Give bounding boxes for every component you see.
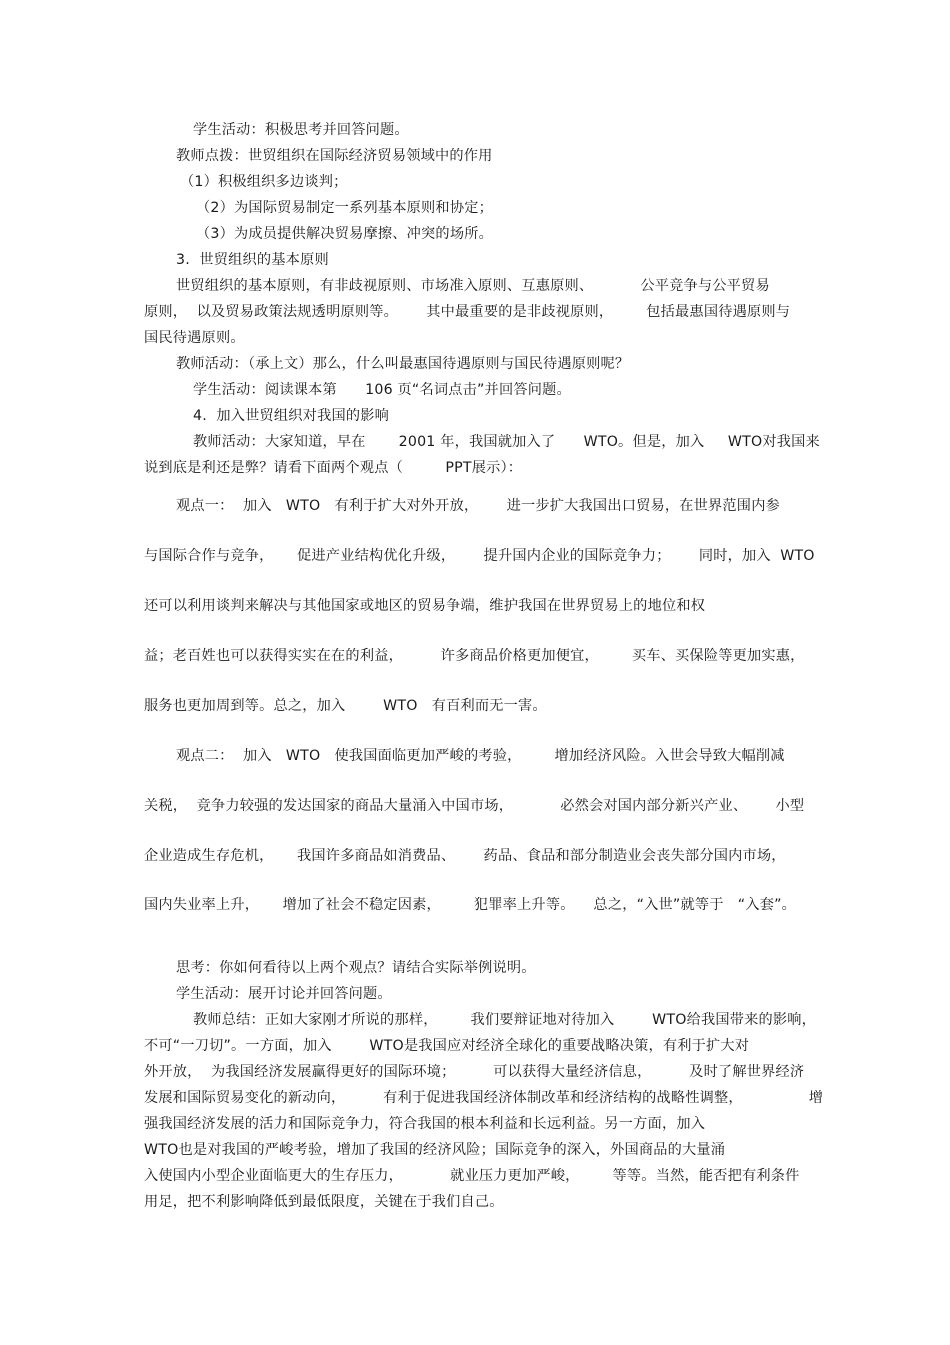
section-heading-4: 4. 加入世贸组织对我国的影响 [193, 408, 390, 424]
text-line-10: 教师活动：（承上文）那么，什么叫最惠国待遇原则与国民待遇原则呢？ [176, 356, 630, 372]
text-line-5: （3）为成员提供解决贸易摩擦、冲突的场所。 [196, 226, 493, 242]
text-line-think: 思考：你如何看待以上两个观点？请结合实际举例说明。 [176, 960, 536, 976]
summary-line-2: 不可“一刀切”。一方面，加入 WTO是我国应对经济全球化的重要战略决策，有利于扩大对 [144, 1038, 750, 1054]
section-heading-3: 3. 世贸组织的基本原则 [176, 252, 329, 268]
summary-line-6: WTO也是对我国的严峻考验，增加了我国的经济风险；国际竞争的深入，外国商品的大量涌 [144, 1142, 726, 1158]
viewpoint-2-line-3: 企业造成生存危机， 我国许多商品如消费品、 药品、食品和部分制造业会丧失部分国内市场， [144, 848, 786, 864]
viewpoint-2-line-1: 观点二： 加入 WTO 使我国面临更加严峻的考验， 增加经济风险。入世会导致大幅削减 [176, 748, 785, 764]
summary-line-5: 强我国经济发展的活力和国际竞争力，符合我国的根本利益和长远利益。另一方面，加入 [144, 1116, 706, 1132]
summary-line-3: 外开放， 为我国经济发展赢得更好的国际环境； 可以获得大量经济信息， 及时了解世界经济 [144, 1064, 805, 1080]
viewpoint-1-line-4: 益；老百姓也可以获得实实在在的利益， 许多商品价格更加便宜， 买车、买保险等更加实惠， [144, 648, 805, 664]
text-line-14: 说到底是利还是弊？请看下面两个观点（ PPT展示）： [144, 460, 523, 476]
viewpoint-2-line-2: 关税， 竞争力较强的发达国家的商品大量涌入中国市场， 必然会对国内部分新兴产业、 小型 [144, 798, 805, 814]
text-line-1: 学生活动：积极思考并回答问题。 [193, 122, 409, 138]
summary-line-4: 发展和国际贸易变化的新动向， 有利于促进我国经济体制改革和经济结构的战略性调整， 增 [144, 1090, 824, 1106]
viewpoint-1-line-1: 观点一： 加入 WTO 有利于扩大对外开放， 进一步扩大我国出口贸易，在世界范围内参 [176, 498, 780, 514]
text-line-4: （2）为国际贸易制定一系列基本原则和协定； [196, 200, 493, 216]
summary-line-8: 用足，把不利影响降低到最低限度，关键在于我们自己。 [144, 1194, 504, 1210]
text-line-7: 世贸组织的基本原则，有非歧视原则、市场准入原则、互惠原则、 公平竞争与公平贸易 [176, 278, 770, 294]
text-line-3: （1）积极组织多边谈判； [180, 174, 348, 190]
summary-line-7: 入使国内小型企业面临更大的生存压力， 就业压力更加严峻， 等等。当然，能否把有利条件 [144, 1168, 800, 1184]
text-line-student-discuss: 学生活动：展开讨论并回答问题。 [176, 986, 392, 1002]
viewpoint-1-line-5: 服务也更加周到等。总之，加入 WTO 有百利而无一害。 [144, 698, 547, 714]
summary-line-1: 教师总结：正如大家刚才所说的那样， 我们要辩证地对待加入 WTO给我国带来的影响， [193, 1012, 817, 1028]
text-line-8: 原则， 以及贸易政策法规透明原则等。 其中最重要的是非歧视原则， 包括最惠国待遇原则与 [144, 304, 791, 320]
viewpoint-2-line-4: 国内失业率上升， 增加了社会不稳定因素， 犯罪率上升等。 总之，“入世”就等于 “入套”。 [144, 897, 797, 913]
text-line-9: 国民待遇原则。 [144, 330, 245, 346]
text-line-2: 教师点拨：世贸组织在国际经济贸易领域中的作用 [176, 148, 493, 164]
viewpoint-1-line-2: 与国际合作与竞争， 促进产业结构优化升级， 提升国内企业的国际竞争力； 同时，加入 WTO [144, 548, 815, 564]
text-line-11: 学生活动：阅读课本第 106 页“名词点击”并回答问题。 [193, 382, 571, 398]
viewpoint-1-line-3: 还可以利用谈判来解决与其他国家或地区的贸易争端，维护我国在世界贸易上的地位和权 [144, 598, 706, 614]
text-line-13: 教师活动：大家知道，早在 2001 年，我国就加入了 WTO。但是，加入 WTO对我国来 [193, 434, 820, 450]
